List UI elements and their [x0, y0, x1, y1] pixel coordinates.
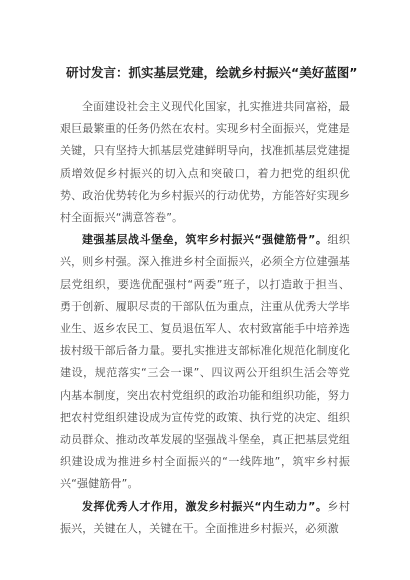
paragraph-1: [60, 96, 350, 229]
paragraph-2: [60, 229, 350, 495]
paragraph-2-body: 组织兴，则乡村强。深入推进乡村全面振兴，必须全方位建强基层党组织，要选优配强村“两委”班子，以打造敢于担当、勇于创新、履职尽责的干部队伍为重点，注重从优秀大学毕业生、返乡农民工、复员退伍军人、农村致富能手中培养选拔村级干部后备力量。要扎实推进支部标准化规范化制度化建设，规范落实“三会一课”、四议两公开组织生活会等党内基本制度，突出农村党组织的政治功能和组织功能，努力把农村党组织建设成为宣传党的政策、执行党的决定、组织动员群众、推动改革发展的坚强战斗堡垒，真正把基层党组织建设成为推进乡村全面振兴的“一线阵地”，筑牢乡村振兴“强健筋骨”。: [60, 233, 350, 491]
paragraph-3-body: 乡村振兴，关键在人，关键在干。全面推进乡村振兴，必须激: [60, 499, 350, 535]
paragraph-2-heading: 建强基层战斗堡垒，筑牢乡村振兴“强健筋骨”。: [82, 233, 328, 247]
paragraph-1-body: 全面建设社会主义现代化国家，扎实推进共同富裕，最艰巨最繁重的任务仍然在农村。实现乡村全面振兴，党建是关键，只有坚持大抓基层党建鲜明导向，找准抓基层党建提质增效促乡村振兴的切入点和突破口，着力把党的组织优势、政治优势转化为乡村振兴的行动优势，方能答好实现乡村全面振兴“满意答卷”。: [60, 100, 350, 225]
paragraph-3-heading: 发挥优秀人才作用，激发乡村振兴“内生动力”。: [82, 499, 328, 513]
paragraph-3: [60, 496, 350, 540]
document-title: 研讨发言：抓实基层党建，绘就乡村振兴“美好蓝图”: [66, 65, 358, 80]
